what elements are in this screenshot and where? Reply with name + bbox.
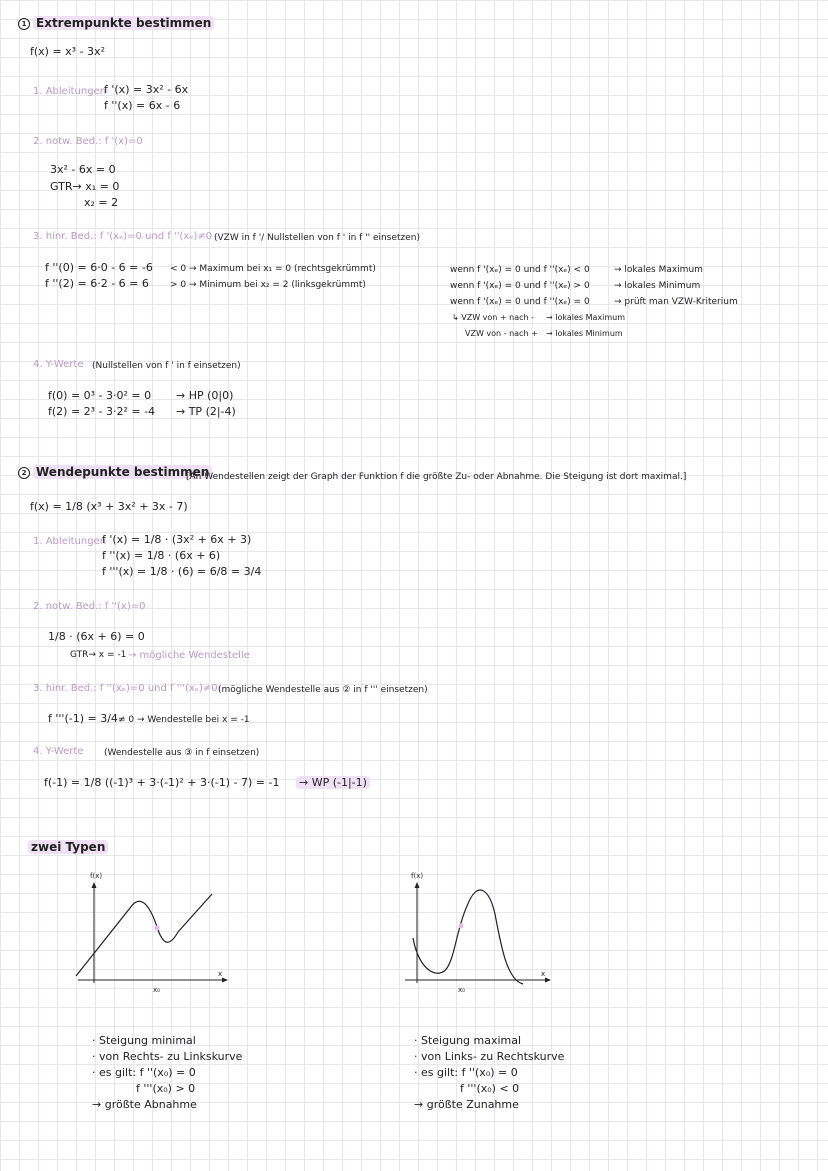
wende-step4-note: (Wendestelle aus ③ in f einsetzen) — [104, 748, 260, 758]
extrem-check-1: f ''(0) = 6·0 - 6 = -6 — [45, 261, 153, 274]
wende-wp — [296, 776, 370, 790]
type2-curve-change: · von Links- zu Rechtskurve — [414, 1050, 565, 1063]
graph1-inflection-point — [155, 926, 160, 931]
wende-result: ≠ 0 → Wendestelle bei x = -1 — [118, 715, 250, 725]
wende-y-value: f(-1) = 1/8 ((-1)³ + 3·(-1)² + 3·(-1) - 7) = -1 — [44, 776, 280, 789]
graph2-curve — [413, 890, 523, 984]
graph-type-2 — [395, 868, 595, 1003]
wende-first-derivative: f '(x) = 1/8 · (3x² + 6x + 3) — [102, 533, 252, 546]
wende-wp-text: → WP (-1|-1) — [296, 776, 370, 789]
side-rule-5b: → lokales Minimum — [546, 329, 623, 338]
side-rule-1a: wenn f '(xₑ) = 0 und f ''(xₑ) < 0 — [450, 265, 590, 275]
extrem-step3-note: (VZW in f '/ Nullstellen von f ' in f '' einsetzen) — [214, 233, 420, 243]
side-rule-3a: wenn f '(xₑ) = 0 und f ''(xₑ) = 0 — [450, 297, 590, 307]
type2-slope: · Steigung maximal — [414, 1034, 522, 1047]
extrem-tp: → TP (2|-4) — [176, 405, 236, 418]
side-rule-1b: → lokales Maximum — [614, 265, 703, 275]
extrem-gtr-x1: GTR→ x₁ = 0 — [50, 180, 120, 193]
side-rule-4a: ↳ VZW von + nach - — [452, 313, 535, 322]
graph2-x-label: x — [541, 970, 546, 978]
side-rule-2a: wenn f '(xₑ) = 0 und f ''(xₑ) > 0 — [450, 281, 590, 291]
extrem-second-derivative: f ''(x) = 6x - 6 — [104, 99, 181, 112]
wende-gtr: GTR→ x = -1 — [70, 650, 127, 660]
type1-condition: · es gilt: f ''(x₀) = 0 — [92, 1066, 196, 1079]
section-number-2: 2 — [18, 467, 30, 479]
type1-summary: → größte Abnahme — [92, 1098, 197, 1111]
wende-step3-note: (mögliche Wendestelle aus ② in f ''' einsetzen) — [218, 685, 428, 695]
typen-title-text: zwei Typen — [28, 840, 108, 854]
extrem-step1-label: 1. Ableitungen — [33, 86, 107, 97]
graph1-ylabel: f(x) — [90, 872, 103, 880]
section-extrem-title — [18, 16, 214, 30]
graph2-x-arrow — [545, 978, 551, 983]
wende-second-derivative: f ''(x) = 1/8 · (6x + 6) — [102, 549, 221, 562]
extrem-step4-note: (Nullstellen von f ' in f einsetzen) — [92, 361, 241, 371]
side-rule-3b: → prüft man VZW-Kriterium — [614, 297, 738, 307]
wende-step3-label: 3. hinr. Bed.: f ''(xₑ)=0 und f '''(xₑ)≠0 — [33, 683, 218, 694]
graph1-curve — [76, 894, 212, 976]
type1-slope: · Steigung minimal — [92, 1034, 196, 1047]
wende-equation: 1/8 · (6x + 6) = 0 — [48, 630, 145, 643]
extrem-step3-label: 3. hinr. Bed.: f '(xₑ)=0 und f ''(xₑ)≠0 — [33, 231, 213, 242]
graph2-x0-label: x₀ — [458, 986, 465, 994]
extrem-step2-label: 2. notw. Bed.: f '(x)=0 — [33, 136, 143, 147]
wende-step4-label: 4. Y-Werte — [33, 746, 84, 757]
wende-third-derivative: f '''(x) = 1/8 · (6) = 6/8 = 3/4 — [102, 565, 262, 578]
graph2-ylabel: f(x) — [411, 872, 424, 880]
extrem-result-min: > 0 → Minimum bei x₂ = 2 (linksgekrümmt) — [170, 280, 366, 290]
type2-condition: · es gilt: f ''(x₀) = 0 — [414, 1066, 518, 1079]
extrem-title-text: Extrempunkte bestimmen — [33, 16, 214, 30]
type1-condition-2: f '''(x₀) > 0 — [136, 1082, 196, 1095]
extrem-check-2: f ''(2) = 6·2 - 6 = 6 — [45, 277, 149, 290]
wende-title-text: Wendepunkte bestimmen — [33, 465, 212, 479]
side-rule-4b: → lokales Maximum — [546, 313, 626, 322]
extrem-first-derivative: f '(x) = 3x² - 6x — [104, 83, 189, 96]
type1-curve-change: · von Rechts- zu Linkskurve — [92, 1050, 243, 1063]
extrem-step4-label: 4. Y-Werte — [33, 359, 84, 370]
extrem-hp: → HP (0|0) — [176, 389, 234, 402]
graph-type-1 — [60, 868, 260, 1003]
extrem-y-value-1: f(0) = 0³ - 3·0² = 0 — [48, 389, 152, 402]
graph2-y-arrow — [415, 882, 420, 888]
extrem-equation: 3x² - 6x = 0 — [50, 163, 116, 176]
extrem-y-value-2: f(2) = 2³ - 3·2² = -4 — [48, 405, 156, 418]
wende-note: [An Wendestellen zeigt der Graph der Funktion f die größte Zu- oder Abnahme. Die Steigung ist dort maximal.] — [186, 472, 687, 482]
wende-check: f '''(-1) = 3/4 — [48, 712, 118, 725]
side-rule-2b: → lokales Minimum — [614, 281, 701, 291]
graph1-x-arrow — [222, 978, 228, 983]
wende-function: f(x) = 1/8 (x³ + 3x² + 3x - 7) — [30, 500, 188, 513]
type2-summary: → größte Zunahme — [414, 1098, 519, 1111]
type2-condition-2: f '''(x₀) < 0 — [460, 1082, 520, 1095]
graph1-y-arrow — [92, 882, 97, 888]
graph1-x0-label: x₀ — [153, 986, 160, 994]
extrem-function: f(x) = x³ - 3x² — [30, 45, 105, 58]
side-rule-5a: VZW von - nach + — [465, 329, 538, 338]
graph1-x-label: x — [218, 970, 223, 978]
extrem-result-max: < 0 → Maximum bei x₁ = 0 (rechtsgekrümmt) — [170, 264, 376, 274]
typen-title — [28, 840, 108, 854]
wende-step1-label: 1. Ableitungen — [33, 536, 107, 547]
wende-possible: → mögliche Wendestelle — [128, 650, 250, 661]
section-wende-title — [18, 465, 212, 479]
graph2-inflection-point — [459, 924, 464, 929]
extrem-x2: x₂ = 2 — [84, 196, 119, 209]
wende-step2-label: 2. notw. Bed.: f ''(x)=0 — [33, 601, 146, 612]
section-number-1: 1 — [18, 18, 30, 30]
